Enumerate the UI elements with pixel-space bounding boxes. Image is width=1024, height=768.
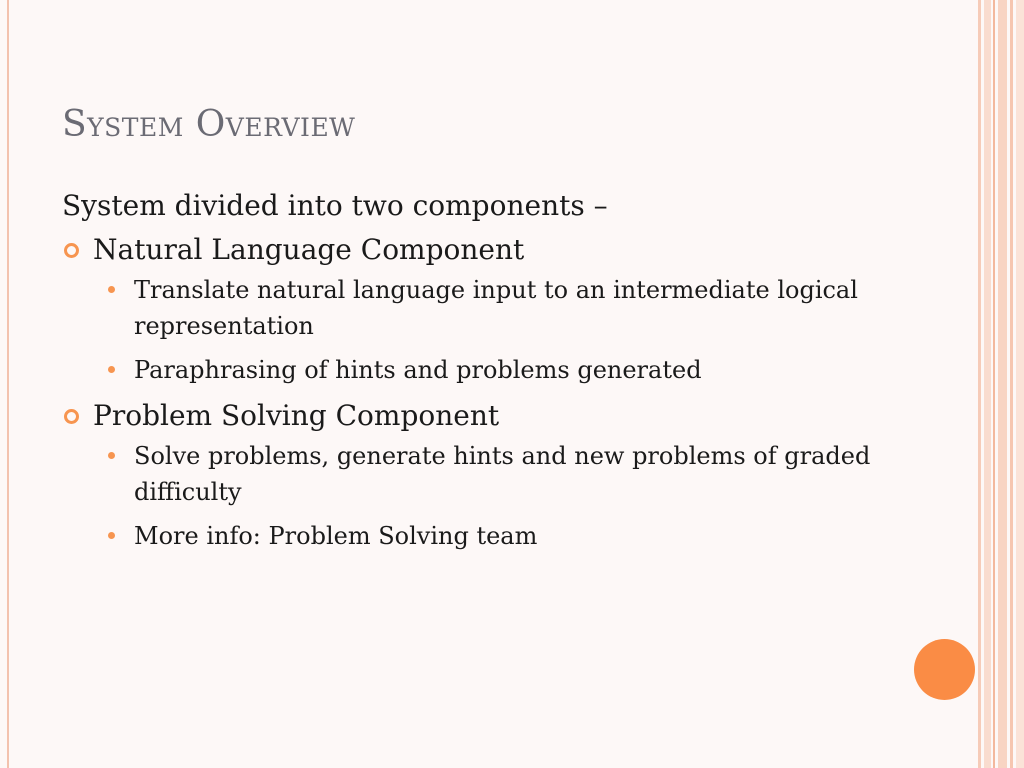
decorative-circle [914,639,975,700]
section-heading [62,396,922,436]
right-stripe [984,0,991,768]
dot-bullet-icon [108,286,115,293]
right-stripe [1016,0,1024,768]
dot-bullet-icon [108,452,115,459]
right-stripe [993,0,995,768]
slide-body [62,186,922,562]
dot-bullet-icon [108,532,115,539]
sub-bullet [62,438,894,510]
sub-bullet-list [62,272,922,388]
sub-bullet [62,272,894,344]
sub-bullet-list [62,438,922,554]
slide-title: System Overview [62,104,356,145]
section-heading-label: Natural Language Component [93,233,525,266]
right-stripe [978,0,981,768]
sub-bullet-label: More info: Problem Solving team [134,522,538,550]
section-heading-label: Problem Solving Component [93,399,500,432]
sub-bullet [62,518,894,554]
right-stripe [1010,0,1013,768]
right-stripe [998,0,1007,768]
ring-bullet-icon [64,243,79,258]
intro-text: System divided into two components – [62,189,608,222]
dot-bullet-icon [108,366,115,373]
sub-bullet-label: Solve problems, generate hints and new problems of graded difficulty [134,442,871,506]
sub-bullet [62,352,894,388]
section-heading [62,230,922,270]
left-border-line [7,0,9,768]
ring-bullet-icon [64,409,79,424]
sub-bullet-label: Paraphrasing of hints and problems generated [134,356,702,384]
sub-bullet-label: Translate natural language input to an intermediate logical representation [134,276,858,340]
